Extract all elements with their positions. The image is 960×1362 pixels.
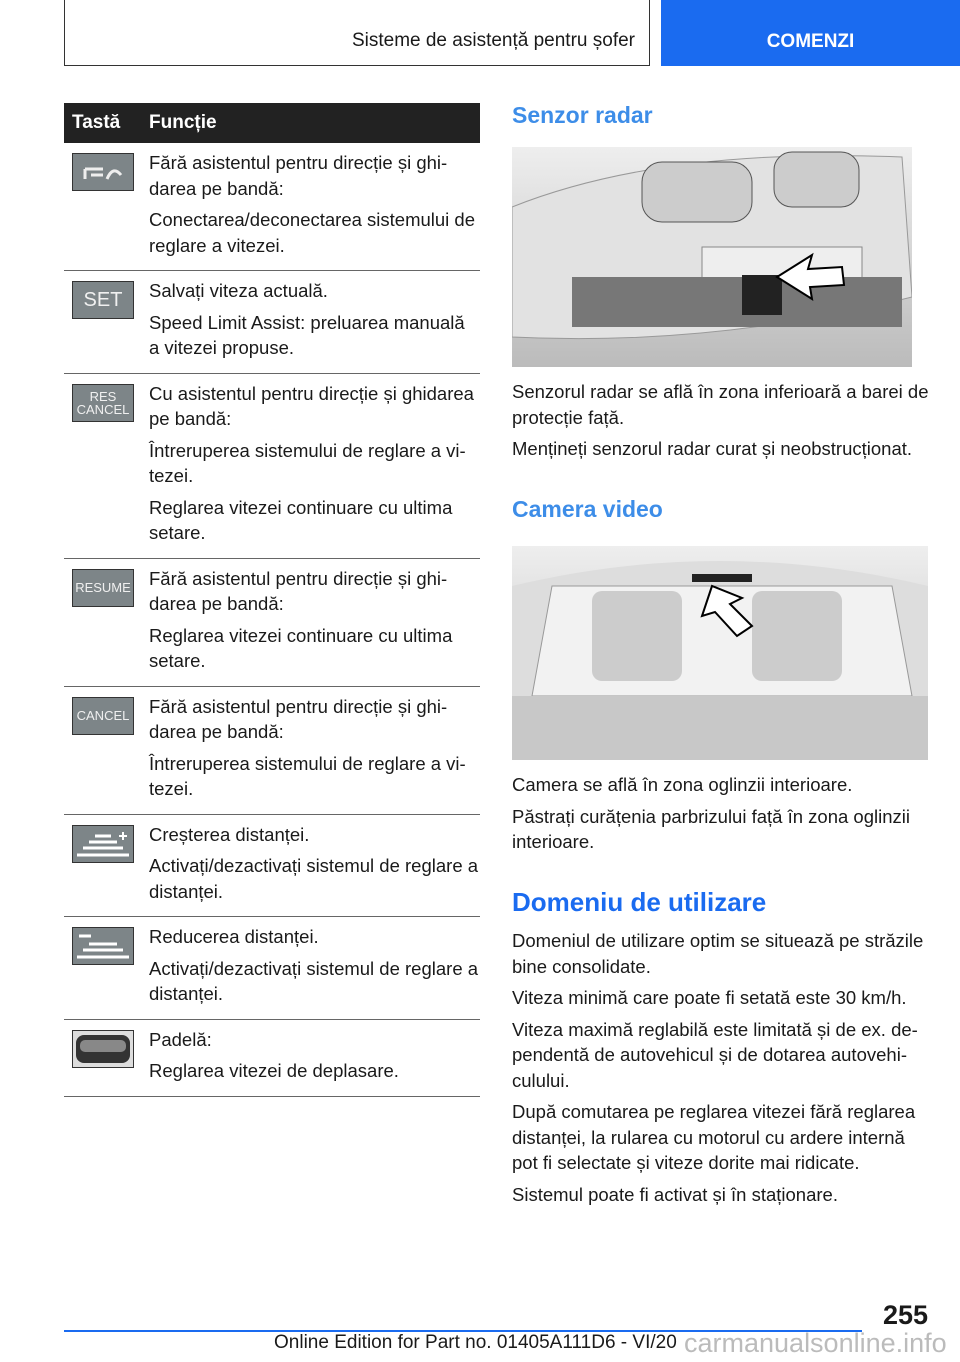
header-box (64, 0, 650, 66)
table-row (64, 374, 480, 559)
function-text: Cu asistentul pentru direcție și ghidarea pe bandă: (149, 382, 474, 429)
set-button-icon: SET (72, 281, 134, 319)
edition-text: Online Edition for Part no. 01405A111D6 - VI/20 (274, 1332, 677, 1353)
body-text: Camera se află în zona oglinzii interioare. (512, 774, 853, 795)
body-text: Păstrați curățenia parbrizului față în zona oglinzii interioare. (512, 805, 910, 852)
table-row (64, 559, 480, 687)
function-text: Reglarea vitezei continuare cu ultima setare. (149, 624, 453, 671)
radar-sensor-image (512, 147, 912, 367)
table-row (64, 687, 480, 815)
body-text: Mențineți senzorul radar curat și neobstrucționat. (512, 438, 913, 459)
steering-assist-icon (72, 153, 134, 191)
function-text: Creșterea distanței. (149, 823, 310, 845)
body-text: Senzorul radar se află în zona inferioară a barei de protecție față. (512, 381, 929, 428)
function-text: Padelă: (149, 1028, 212, 1050)
function-text: Întreruperea sistemului de reglare a vitezei. (149, 439, 466, 486)
function-cell (149, 566, 480, 686)
function-text: Conectarea/deconectarea sistemului de reglare a vitezei. (149, 209, 475, 256)
section-heading: Domeniu de utilizare (512, 887, 767, 917)
cancel-button-icon: CANCEL (72, 697, 134, 735)
rocker-switch-icon (72, 1030, 134, 1068)
body-text: Domeniul de utilizare optim se situează pe străzile bine consolidate. (512, 930, 924, 977)
body-text: Viteza minimă care poate fi setată este 30 km/h. (512, 987, 907, 1008)
function-text: Reducerea distanței. (149, 926, 319, 947)
function-text: Speed Limit Assist: preluarea manuală a vitezei propuse. (149, 311, 465, 358)
distance-increase-icon (72, 825, 134, 863)
section-title: Sisteme de asistență pentru șofer (351, 30, 635, 51)
body-text: Viteza maximă reglabilă este limitată și de ex. dependentă de autovehicul și de dotarea autovehiculului. (512, 1018, 918, 1091)
body-text: Sistemul poate fi activat și în staționare. (512, 1183, 838, 1205)
function-cell (149, 381, 480, 558)
function-cell (149, 924, 480, 1019)
function-text: Reglarea vitezei de deplasare. (149, 1060, 399, 1081)
table-row (64, 917, 480, 1020)
function-text: Activați/dezactivați sistemul de reglare a distanței. (149, 855, 479, 902)
function-cell (149, 150, 480, 270)
camera-image (512, 546, 928, 760)
table-row (64, 815, 480, 918)
function-text: Salvați viteza actuală. (149, 280, 328, 301)
distance-decrease-icon (72, 927, 134, 965)
table-row (64, 1020, 480, 1097)
res-cancel-button-icon: RES CANCEL (72, 384, 134, 422)
function-text: Activați/dezactivați sistemul de reglare a distanței. (149, 957, 479, 1004)
section-heading: Camera video (512, 496, 663, 522)
tab-comenzi[interactable]: COMENZI (661, 0, 960, 66)
table-row (64, 271, 480, 374)
column-header: Tastă (72, 112, 121, 133)
section-heading: Senzor radar (512, 102, 653, 128)
column-header: Funcție (149, 112, 217, 133)
function-text: Fără asistentul pentru direcție și ghidarea pe bandă: (149, 695, 448, 742)
function-text: Întreruperea sistemului de reglare a vitezei. (149, 752, 466, 799)
page-number: 255 (882, 1300, 928, 1330)
function-cell (149, 822, 480, 917)
function-cell (149, 278, 480, 373)
table-header (64, 103, 480, 143)
key-function-table (64, 103, 480, 1097)
watermark: carmanualsonline.info (684, 1328, 947, 1358)
function-cell (149, 1027, 480, 1096)
function-cell (149, 694, 480, 814)
resume-button-icon: RESUME (72, 569, 134, 607)
function-text: Reglarea vitezei continuare cu ultima setare. (149, 496, 453, 543)
body-text: După comutarea pe reglarea vitezei fără reglarea distanței, la rularea cu motorul cu ardere internă pot fi selectate și viteze dorite mai ridicate. (512, 1101, 916, 1173)
function-text: Fără asistentul pentru direcție și ghidarea pe bandă: (149, 567, 448, 614)
table-row (64, 143, 480, 271)
function-text: Fără asistentul pentru direcție și ghidarea pe bandă: (149, 152, 448, 199)
